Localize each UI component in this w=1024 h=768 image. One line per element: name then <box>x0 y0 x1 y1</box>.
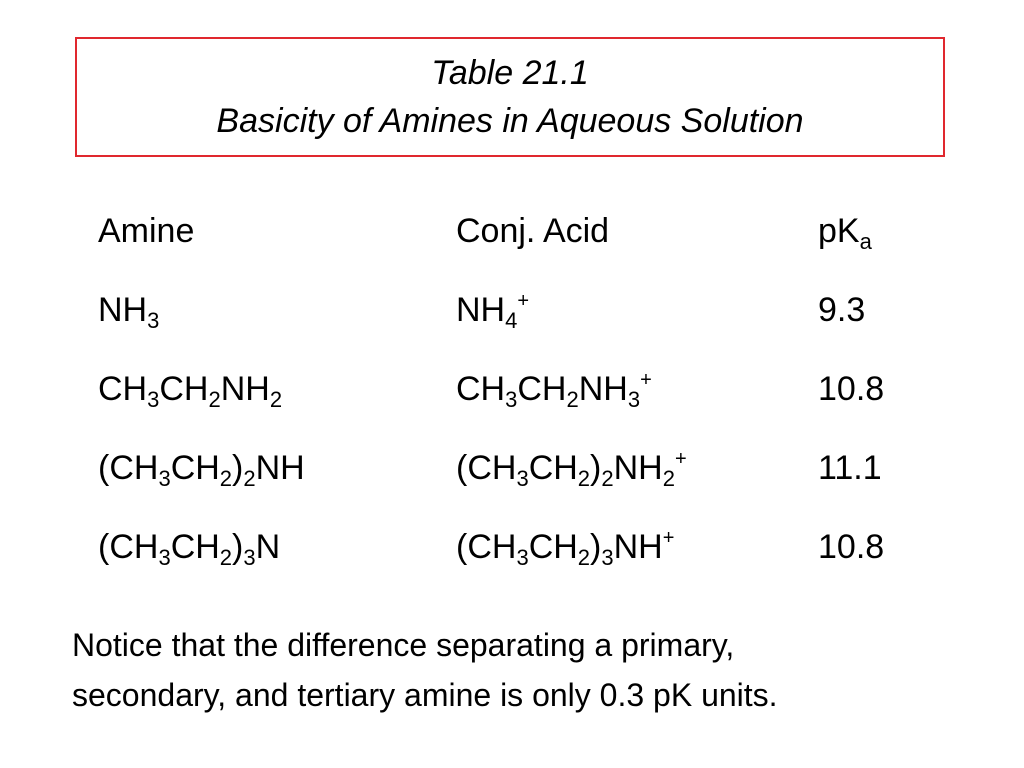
amine-basicity-table <box>98 198 938 593</box>
conj-acid-cell <box>456 527 675 570</box>
formula-text: CH <box>528 449 578 487</box>
amine-cell <box>98 528 281 570</box>
table-title-box <box>75 37 945 157</box>
conj-acid-cell <box>456 448 687 491</box>
footnote-line: secondary, and tertiary amine is only 0.3 pK units. <box>72 677 778 713</box>
formula-text: NH <box>98 291 148 329</box>
formula-text: (CH <box>456 528 517 566</box>
formula-subscript: 2 <box>208 387 221 412</box>
table-caption: Basicity of Amines in Aqueous Solution <box>216 102 804 140</box>
header-pka <box>818 212 872 254</box>
formula-supscript: + <box>517 290 530 312</box>
formula-subscript: 2 <box>577 466 591 491</box>
formula-text: CH <box>456 370 506 408</box>
header-conj-acid <box>456 212 609 251</box>
table-row <box>98 435 938 514</box>
formula-text: N <box>255 528 281 566</box>
formula-text: NH <box>613 528 663 566</box>
formula-text: CH <box>98 370 148 408</box>
formula-subscript: 3 <box>158 545 171 570</box>
formula-subscript: 3 <box>516 466 529 491</box>
formula-text: 9.3 <box>818 291 866 329</box>
pka-cell <box>818 528 884 567</box>
formula-subscript: 2 <box>601 466 614 491</box>
formula-text: (CH <box>98 528 159 566</box>
pka-cell <box>818 449 882 488</box>
formula-text: (CH <box>456 449 517 487</box>
formula-text: NH <box>255 449 305 487</box>
formula-subscript: 3 <box>158 466 171 491</box>
formula-subscript: 3 <box>147 387 160 412</box>
formula-text: CH <box>170 528 220 566</box>
formula-text: CH <box>159 370 209 408</box>
formula-subscript: 2 <box>662 466 675 491</box>
table-row <box>98 356 938 435</box>
footnote-line: Notice that the difference separating a primary, <box>72 627 735 663</box>
formula-text: ) <box>590 449 602 487</box>
formula-text: ) <box>232 528 244 566</box>
pka-cell <box>818 370 884 409</box>
formula-text: (CH <box>98 449 159 487</box>
formula-text: NH <box>220 370 270 408</box>
formula-subscript: 2 <box>269 387 283 412</box>
formula-subscript: 2 <box>243 466 256 491</box>
formula-subscript: 3 <box>505 387 518 412</box>
table-row <box>98 277 938 356</box>
formula-text: 10.8 <box>818 528 885 566</box>
formula-supscript: + <box>662 527 675 549</box>
formula-subscript: a <box>859 229 872 254</box>
formula-text: Conj. Acid <box>456 212 610 250</box>
formula-text: NH <box>613 449 663 487</box>
formula-subscript: 2 <box>219 545 233 570</box>
formula-text: NH <box>456 291 506 329</box>
formula-supscript: + <box>674 448 687 470</box>
table-row <box>98 514 938 593</box>
formula-subscript: 4 <box>505 308 518 333</box>
formula-text: ) <box>232 449 244 487</box>
formula-subscript: 2 <box>219 466 233 491</box>
conj-acid-cell <box>456 290 530 333</box>
formula-text: 10.8 <box>818 370 885 408</box>
amine-cell <box>98 449 305 491</box>
amine-cell <box>98 291 160 333</box>
header-amine <box>98 212 194 251</box>
formula-text: CH <box>517 370 567 408</box>
formula-text: CH <box>170 449 220 487</box>
footnote <box>72 620 972 720</box>
formula-text: Amine <box>98 212 195 250</box>
formula-subscript: 3 <box>516 545 529 570</box>
formula-text: pK <box>818 212 860 250</box>
formula-subscript: 3 <box>601 545 614 570</box>
table-number: Table 21.1 <box>431 54 589 92</box>
formula-subscript: 3 <box>627 387 641 412</box>
amine-cell <box>98 370 283 412</box>
formula-subscript: 2 <box>577 545 591 570</box>
conj-acid-cell <box>456 369 652 412</box>
table-header-row <box>98 198 938 277</box>
formula-text: CH <box>528 528 578 566</box>
formula-text: ) <box>590 528 602 566</box>
formula-text: NH <box>578 370 628 408</box>
formula-supscript: + <box>640 369 652 391</box>
formula-subscript: 3 <box>243 545 256 570</box>
formula-text: 11.1 <box>818 449 882 487</box>
pka-cell <box>818 291 865 330</box>
formula-subscript: 3 <box>147 308 160 333</box>
formula-subscript: 2 <box>566 387 579 412</box>
